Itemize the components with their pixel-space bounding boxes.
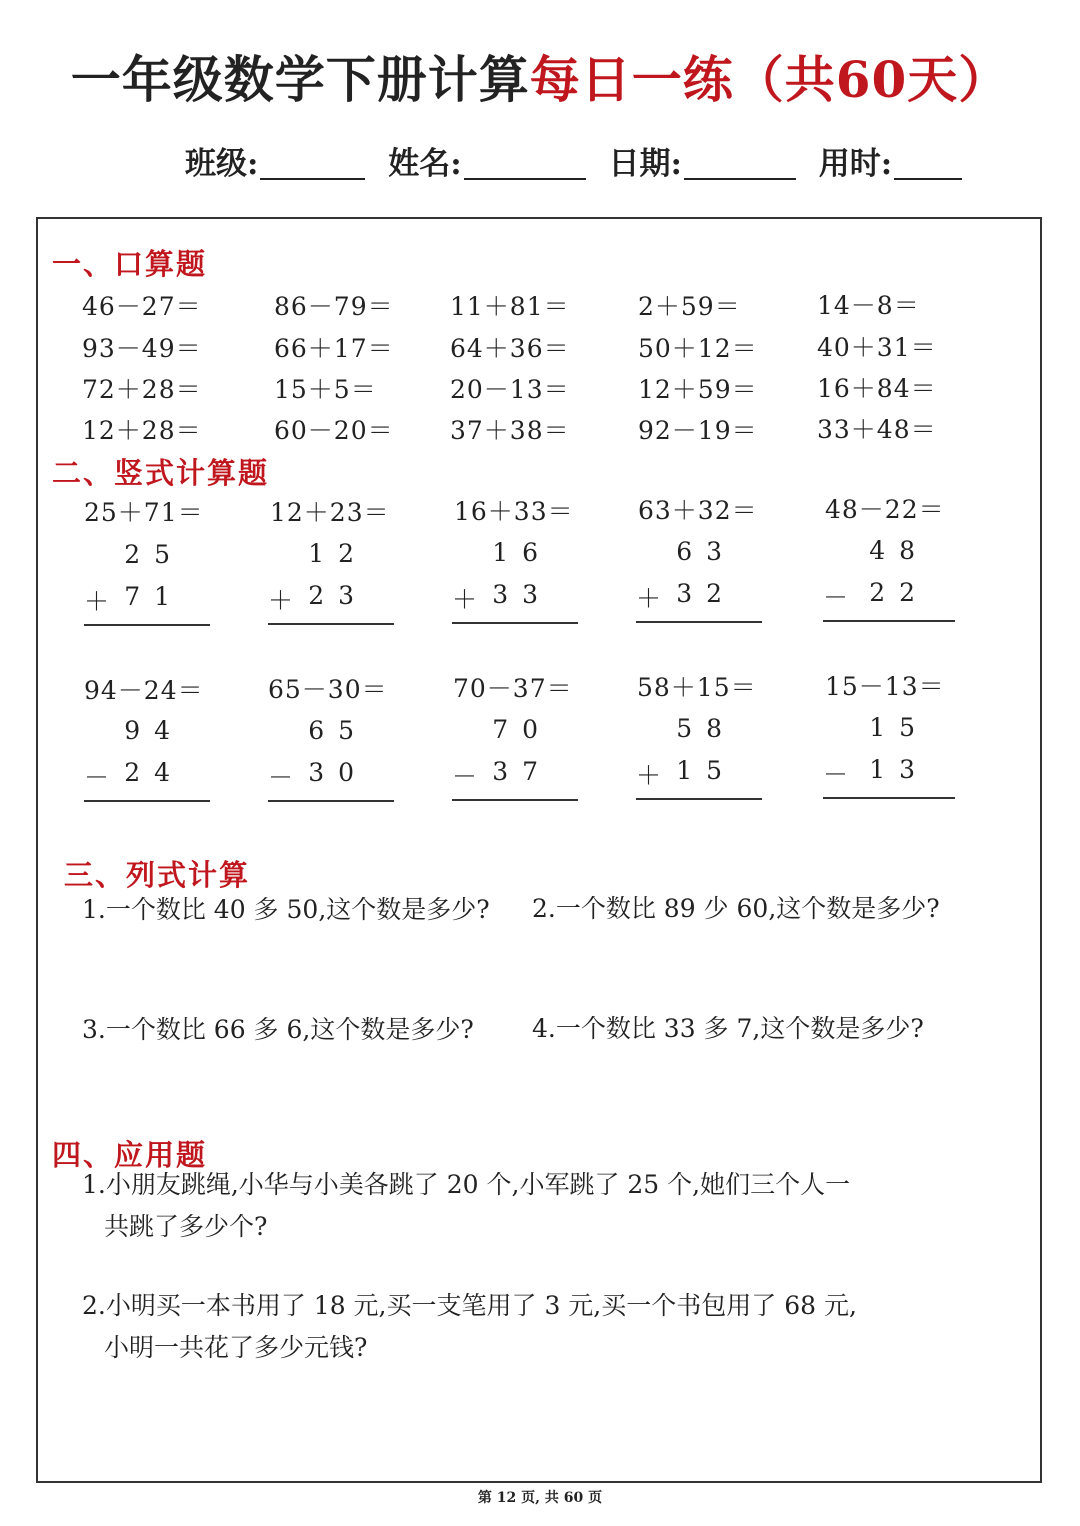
- page-number: 第 12 页, 共 60 页: [477, 1490, 603, 1506]
- title-main: 一年级数学下册计算: [70, 50, 530, 109]
- vertical-problem-equation: 12＋23＝: [270, 498, 390, 527]
- operator-symbol: －: [823, 760, 849, 789]
- section-heading-vertical: 二、竖式计算题: [52, 456, 270, 490]
- oral-problem: 12＋59＝: [638, 375, 758, 404]
- vertical-problem-equation: 65－30＝: [268, 675, 388, 704]
- operator-symbol: ＋: [636, 584, 662, 613]
- oral-problem: 46－27＝: [82, 292, 202, 321]
- vertical-calculation: [636, 714, 762, 796]
- date-field[interactable]: [684, 148, 796, 180]
- oral-problem: 64＋36＝: [450, 334, 570, 363]
- answer-line: [268, 800, 394, 802]
- vertical-problem-equation: 70－37＝: [453, 674, 573, 703]
- vertical-top-number: 63: [676, 537, 736, 566]
- operator-symbol: ＋: [268, 586, 294, 615]
- vertical-bottom-number: 13: [869, 755, 929, 784]
- applied-problem-line: 小明一共花了多少元钱?: [104, 1333, 368, 1362]
- vertical-calculation: [84, 540, 210, 622]
- answer-line: [636, 621, 762, 623]
- answer-line: [268, 623, 394, 625]
- vertical-problem-equation: 63＋32＝: [638, 496, 758, 525]
- answer-line: [636, 798, 762, 800]
- oral-problem: 15＋5＝: [274, 375, 377, 404]
- answer-line: [823, 620, 955, 622]
- applied-problem: [82, 1164, 982, 1248]
- applied-problem: [82, 1285, 982, 1369]
- vertical-top-number: 15: [869, 713, 929, 742]
- oral-problem: 92－19＝: [638, 416, 758, 445]
- vertical-bottom-number: 32: [676, 579, 736, 608]
- oral-problem: 93－49＝: [82, 334, 202, 363]
- name-field[interactable]: [464, 148, 586, 180]
- oral-problem: 86－79＝: [274, 292, 394, 321]
- listing-question: 1.一个数比 40 多 50,这个数是多少?: [82, 895, 490, 924]
- oral-problem: 37＋38＝: [450, 416, 570, 445]
- vertical-problem-equation: 94－24＝: [84, 676, 204, 705]
- vertical-top-number: 16: [492, 538, 552, 567]
- vertical-calculation: [452, 538, 578, 620]
- vertical-bottom-number: 23: [308, 581, 368, 610]
- vertical-bottom-number: 37: [492, 757, 552, 786]
- oral-problem: 60－20＝: [274, 416, 394, 445]
- vertical-calculation: [268, 539, 394, 621]
- class-field[interactable]: [260, 148, 365, 180]
- time-field[interactable]: [894, 148, 962, 180]
- page-title: [0, 40, 1080, 112]
- oral-problem: 16＋84＝: [817, 374, 937, 403]
- operator-symbol: ＋: [636, 761, 662, 790]
- vertical-calculation: [268, 716, 394, 798]
- listing-question: 2.一个数比 89 少 60,这个数是多少?: [532, 894, 940, 923]
- vertical-calculation: [84, 716, 210, 798]
- operator-symbol: ＋: [84, 587, 110, 616]
- time-label: 用时:: [818, 146, 893, 182]
- vertical-bottom-number: 15: [676, 756, 736, 785]
- title-highlight: 每日一练（共60天）: [529, 50, 1010, 109]
- operator-symbol: －: [452, 762, 478, 791]
- oral-problem: 14－8＝: [817, 291, 920, 320]
- vertical-problem-equation: 16＋33＝: [454, 497, 574, 526]
- vertical-bottom-number: 24: [124, 758, 184, 787]
- operator-symbol: －: [84, 763, 110, 792]
- oral-problem: 12＋28＝: [82, 416, 202, 445]
- oral-problem: 33＋48＝: [817, 415, 937, 444]
- vertical-calculation: [823, 536, 955, 618]
- oral-problem: 2＋59＝: [638, 292, 741, 321]
- vertical-top-number: 65: [308, 716, 368, 745]
- answer-line: [452, 799, 578, 801]
- answer-line: [84, 800, 210, 802]
- section-heading-oral: 一、口算题: [52, 247, 208, 281]
- vertical-bottom-number: 22: [869, 578, 929, 607]
- vertical-calculation: [636, 537, 762, 619]
- vertical-bottom-number: 33: [492, 580, 552, 609]
- vertical-calculation: [823, 713, 955, 795]
- answer-line: [823, 797, 955, 799]
- name-label: 姓名:: [388, 146, 462, 182]
- vertical-bottom-number: 30: [308, 758, 368, 787]
- student-info-row: [185, 138, 962, 183]
- oral-problem: 66＋17＝: [274, 334, 394, 363]
- section-heading-applied: 四、应用题: [52, 1138, 208, 1172]
- operator-symbol: －: [823, 583, 849, 612]
- vertical-top-number: 25: [124, 540, 184, 569]
- vertical-top-number: 70: [492, 715, 552, 744]
- oral-problem: 50＋12＝: [638, 334, 758, 363]
- listing-question: 4.一个数比 33 多 7,这个数是多少?: [532, 1014, 924, 1043]
- applied-problem-line: 2.小明买一本书用了 18 元,买一支笔用了 3 元,买一个书包用了 68 元,: [82, 1291, 857, 1320]
- applied-problem-line: 1.小朋友跳绳,小华与小美各跳了 20 个,小军跳了 25 个,她们三个人一: [82, 1170, 851, 1199]
- section-heading-listing: 三、列式计算: [64, 858, 251, 892]
- oral-problem: 40＋31＝: [817, 333, 937, 362]
- vertical-top-number: 58: [676, 714, 736, 743]
- vertical-top-number: 12: [308, 539, 368, 568]
- vertical-top-number: 48: [869, 536, 929, 565]
- operator-symbol: ＋: [452, 585, 478, 614]
- answer-line: [452, 622, 578, 624]
- oral-problem: 20－13＝: [450, 375, 570, 404]
- vertical-problem-equation: 15－13＝: [825, 672, 945, 701]
- vertical-problem-equation: 25＋71＝: [84, 498, 204, 527]
- oral-problem: 11＋81＝: [450, 292, 570, 321]
- vertical-problem-equation: 48－22＝: [825, 495, 945, 524]
- vertical-calculation: [452, 715, 578, 797]
- date-label: 日期:: [608, 146, 682, 182]
- vertical-top-number: 94: [124, 716, 184, 745]
- operator-symbol: －: [268, 763, 294, 792]
- answer-line: [84, 624, 210, 626]
- vertical-problem-equation: 58＋15＝: [637, 673, 757, 702]
- listing-question: 3.一个数比 66 多 6,这个数是多少?: [82, 1015, 474, 1044]
- oral-problem: 72＋28＝: [82, 375, 202, 404]
- class-label: 班级:: [185, 146, 259, 182]
- vertical-bottom-number: 71: [124, 582, 184, 611]
- applied-problem-line: 共跳了多少个?: [104, 1212, 268, 1241]
